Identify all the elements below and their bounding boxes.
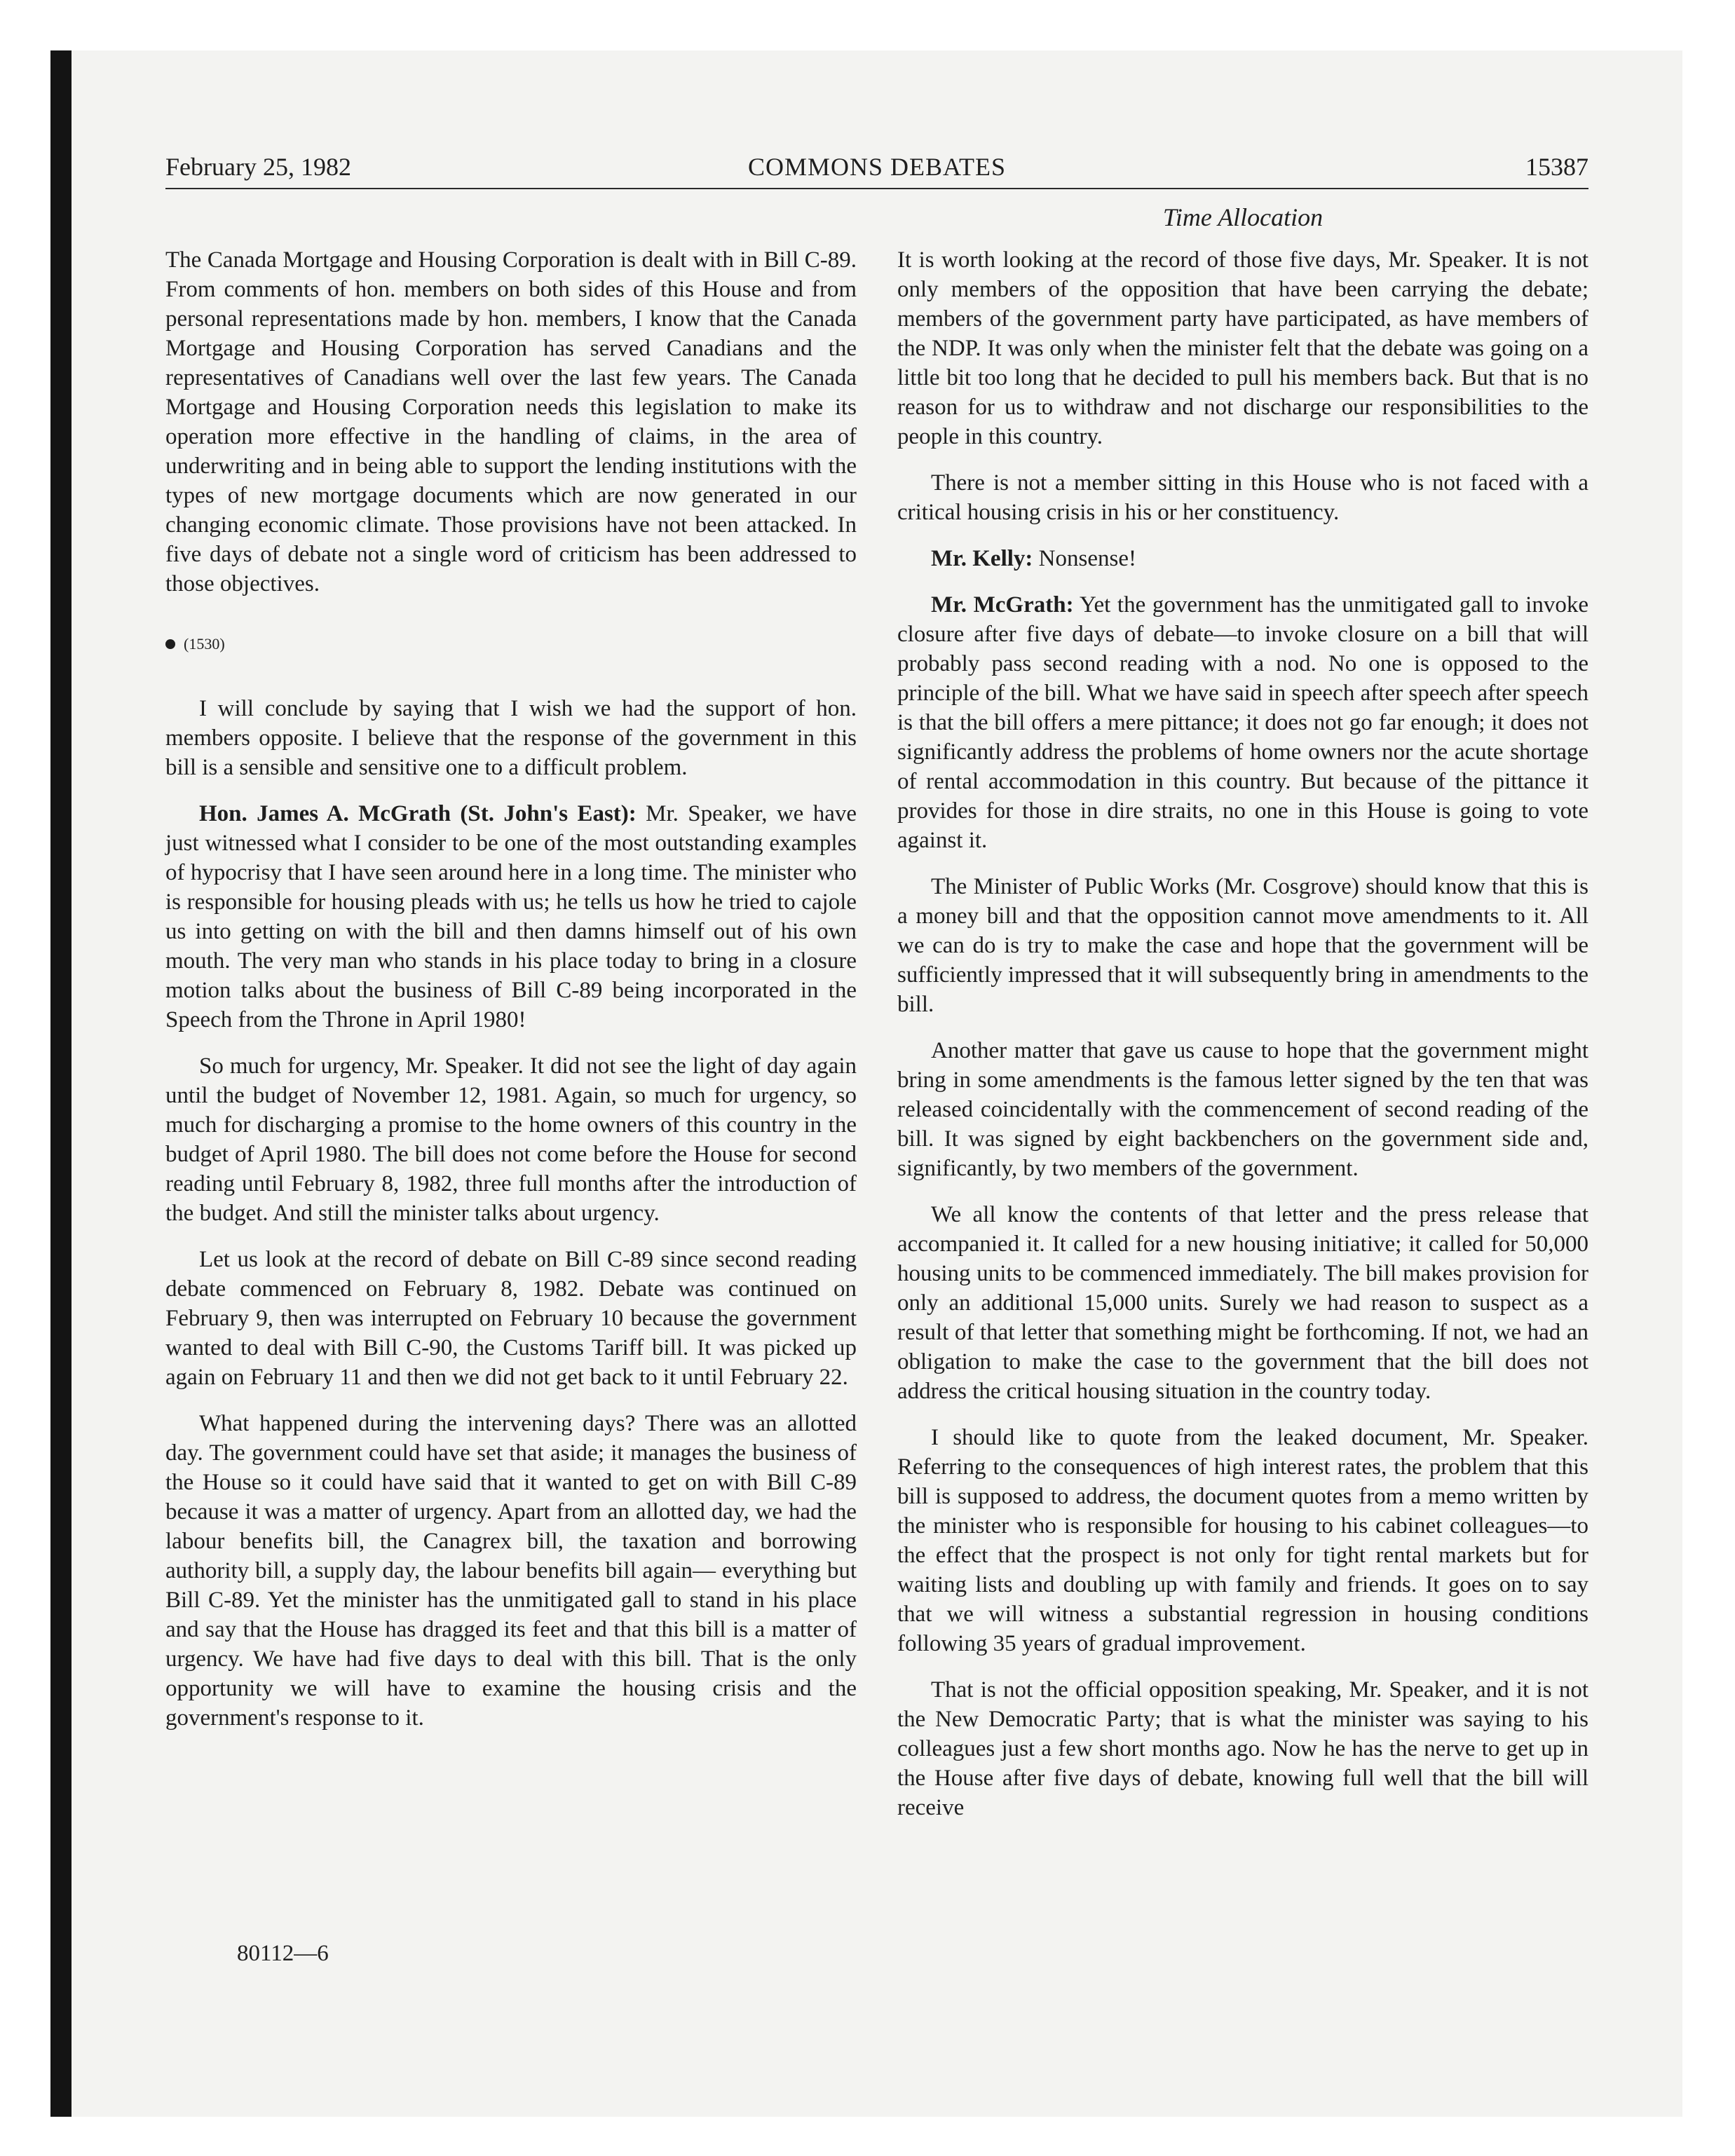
running-header <box>165 147 1588 186</box>
paragraph: Another matter that gave us cause to hope that the government might bring in some amendments is the famous letter signed by the ten that was released coincidentally with the commencement of second reading of the bill. It was signed by eight backbenchers on the government side and, significantly, by two members of the government. <box>897 1038 1588 1181</box>
header-page-number: 15387 <box>1525 153 1588 181</box>
paragraph: Let us look at the record of debate on Bill C-89 since second reading debate commenced on February 8, 1982. Debate was continued on February 9, then was interrupted on February 10 because the government wanted to deal with Bill C-90, the Customs Tariff bill. It was picked up again on February 11 and then we did not get back to it until February 22. <box>165 1247 857 1390</box>
footer-code: 80112—6 <box>237 1941 329 1966</box>
speaker-name: Hon. James A. McGrath (St. John's East): <box>199 801 637 826</box>
paragraph: That is not the official opposition speaking, Mr. Speaker, and it is not the New Democratic Party; that is what the minister was saying to his colleagues just a few short months ago. Now he has the nerve to get up in the House after five days of debate, knowing full well that the bill will receive <box>897 1677 1588 1820</box>
speech-text: Yet the government has the unmitigated gall to invoke closure after five days of debate—to invoke closure on a bill that will probably pass second reading with a nod. No one is opposed to the principle of the bill. What we have said in speech after speech after speech is that the bill offers a mere pittance; it does not go far enough; it does not significantly address the problems of home owners nor the acute shortage of rental accommodation in this country. But because of the pittance it provides for those in dire straits, no one in this House is going to vote against it. <box>897 592 1588 853</box>
speech-text: Nonsense! <box>1033 546 1136 571</box>
paragraph: It is worth looking at the record of those five days, Mr. Speaker. It is not only members of the opposition that have been carrying the debate; members of the government party have participated, as have members of the NDP. It was only when the minister felt that the debate was going on a little bit too long that he decided to pull his members back. But that is no reason for us to withdraw and not discharge our responsibilities to the people in this country. <box>897 247 1588 449</box>
paragraph: The Minister of Public Works (Mr. Cosgrove) should know that this is a money bill and that the opposition cannot move amendments to it. All we can do is try to make the case and hope that the government will be sufficiently impressed that it will subsequently bring in amendments to the bill. <box>897 874 1588 1017</box>
speaker-name: Mr. McGrath: <box>931 592 1074 618</box>
speaker-paragraph <box>897 544 1588 573</box>
paragraph: I should like to quote from the leaked document, Mr. Speaker. Referring to the consequences of high interest rates, the problem that this bill is supposed to address, the document quotes from a memo written by the minister who is responsible for housing to his cabinet colleagues—to the effect that the prospect is not only for tight rental markets but for waiting lists and doubling up with family and friends. It goes on to say that we will witness a substantial regression in housing conditions following 35 years of gradual improvement. <box>897 1425 1588 1656</box>
speaker-name: Mr. Kelly: <box>931 546 1033 571</box>
speaker-paragraph <box>897 590 1588 855</box>
time-stamp-label: (1530) <box>184 635 225 653</box>
paragraph: So much for urgency, Mr. Speaker. It did not see the light of day again until the budget of November 12, 1981. Again, so much for urgency, so much for discharging a promise to the home owners of this country in the budget of April 1980. The bill does not come before the House for second reading until February 8, 1982, three full months after the introduction of the budget. And still the minister talks about urgency. <box>165 1053 857 1226</box>
paragraph: The Canada Mortgage and Housing Corporation is dealt with in Bill C-89. From comments of hon. members on both sides of this House and from personal representations made by hon. members, I know that the Canada Mortgage and Housing Corporation has served Canadians and the representatives of Canadians well over the last few years. The Canada Mortgage and Housing Corporation needs this legislation to make its operation more effective in the handling of claims, in the area of underwriting and in being able to support the lending institutions with the types of new mortgage documents which are now generated in our changing economic climate. Those provisions have not been attacked. In five days of debate not a single word of criticism has been addressed to those objectives. <box>165 247 857 596</box>
section-title: Time Allocation <box>1162 203 1324 231</box>
header-rule <box>165 188 1588 189</box>
left-column <box>165 245 857 1749</box>
scan-edge <box>50 50 72 2117</box>
right-column <box>897 245 1588 1839</box>
paragraph: I will conclude by saying that I wish we had the support of hon. members opposite. I believe that the response of the government in this bill is a sensible and sensitive one to a difficult problem. <box>165 696 857 780</box>
bullet-icon <box>165 639 175 649</box>
speaker-paragraph <box>165 799 857 1035</box>
paragraph: There is not a member sitting in this House who is not faced with a critical housing crisis in his or her constituency. <box>897 470 1588 525</box>
paragraph: We all know the contents of that letter and the press release that accompanied it. It called for a new housing initiative; it called for 50,000 housing units to be commenced immediately. The bill makes provision for only an additional 15,000 units. Surely we had reason to suspect as a result of that letter that something might be forthcoming. If not, we had an obligation to make the case to the government that the bill does not address the critical housing situation in the country today. <box>897 1202 1588 1404</box>
header-publication: COMMONS DEBATES <box>747 153 1007 181</box>
speech-text: Mr. Speaker, we have just witnessed what I consider to be one of the most outstanding examples of hypocrisy that I have seen around here in a long time. The minister who is responsible for housing pleads with us; he tells us how he tried to cajole us into getting on with the bill and then damns himself out of his own mouth. The very man who stands in his place today to bring in a closure motion talks about the business of Bill C-89 being incorporated in the Speech from the Throne in April 1980! <box>165 801 857 1032</box>
header-date: February 25, 1982 <box>165 153 351 181</box>
paragraph: What happened during the intervening days? There was an allotted day. The government could have set that aside; it manages the business of the House so it could have said that it wanted to get on with Bill C-89 because it was a matter of urgency. Apart from an allotted day, we had the labour benefits bill, the Canagrex bill, the taxation and borrowing authority bill, a supply day, the labour benefits bill again— everything but Bill C-89. Yet the minister has the unmitigated gall to stand in his place and say that the House has dragged its feet and that this bill is a matter of urgency. We have had five days to deal with this bill. That is the only opportunity we will have to examine the housing crisis and the government's response to it. <box>165 1411 857 1731</box>
time-stamp <box>165 634 857 655</box>
